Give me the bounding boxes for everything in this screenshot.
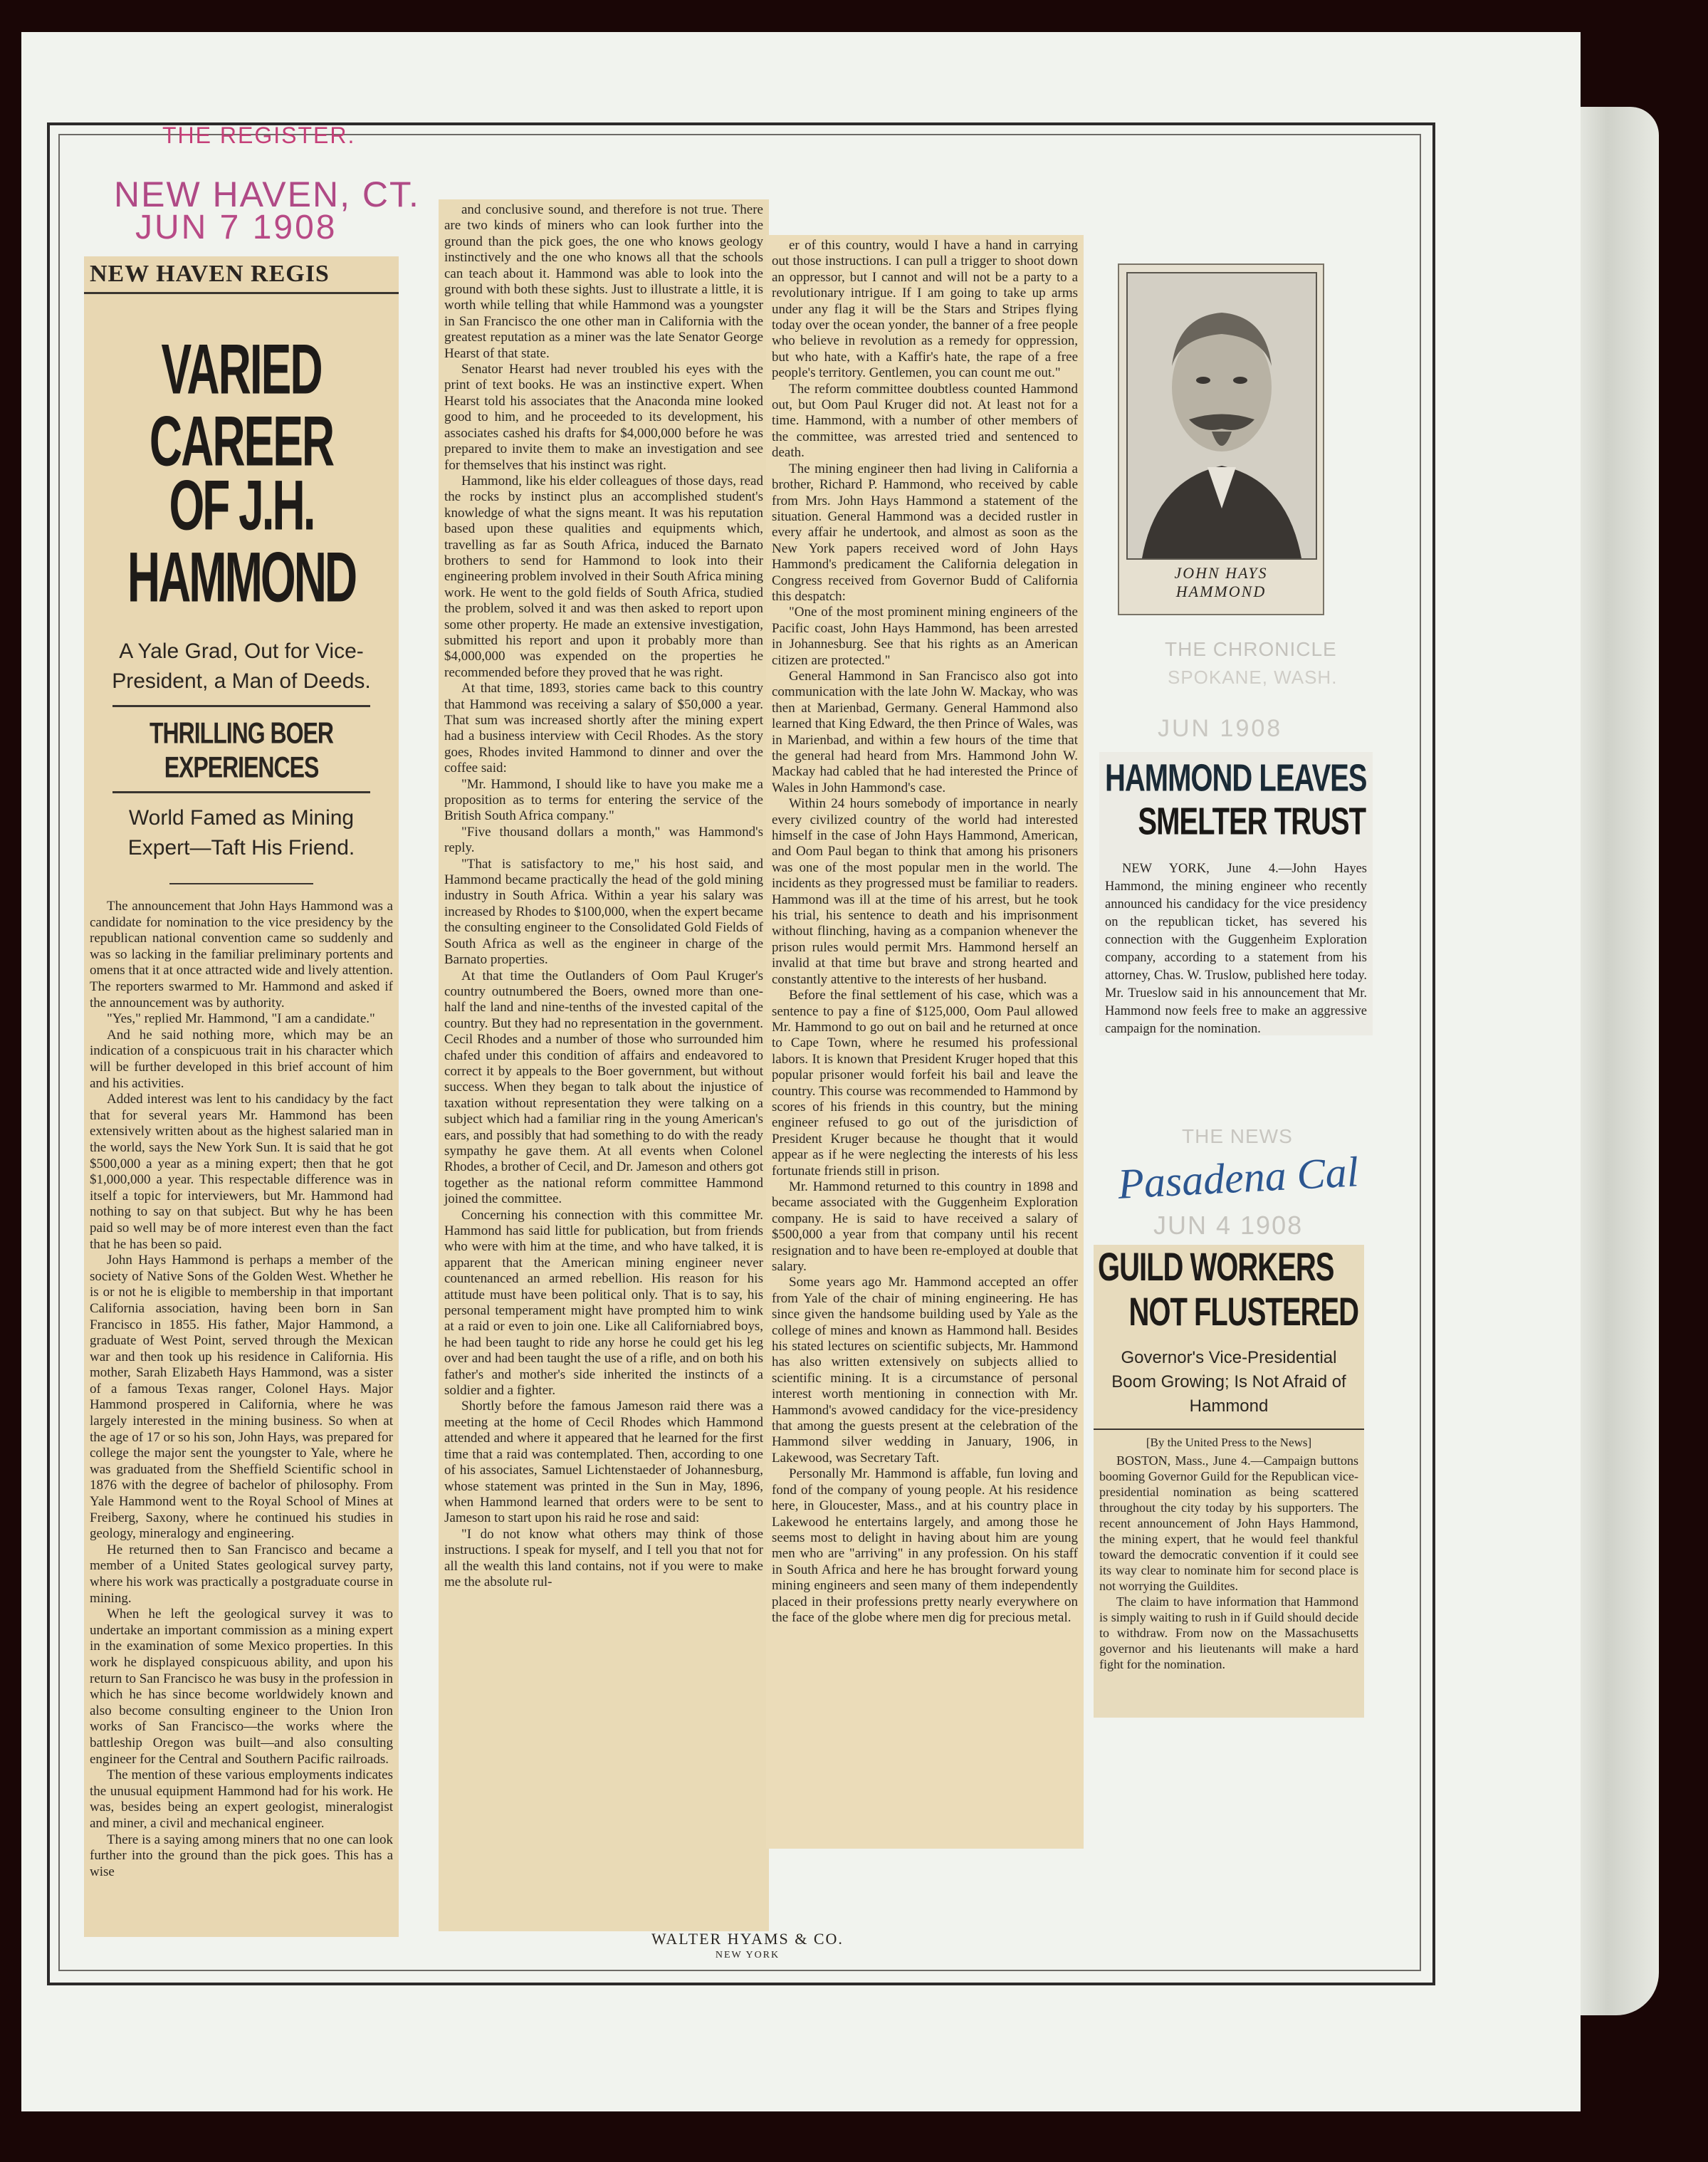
chronicle-name-stamp: THE CHRONICLE [1165,638,1337,660]
paragraph: And he said nothing more, which may be an indication of a conspicuous trait in his character which will be further developed in this brief account of him and his activities. [90,1027,393,1091]
smelter-headline-line-2: SMELTER TRUST [1138,800,1366,843]
smelter-body: NEW YORK, June 4.—John Hayes Hammond, the mining engineer who recently announced his candidacy for the vice presidency on the republican ticket, has severed his connection with the Guggenheim Exploration company, according to a statement from his attorney, Chas. W. Truslow, published here today. Mr. Trueslow said in his announcement that Mr. Hammond now feels free to make an aggressive campaign for the nomination. [1105,861,1367,1035]
paragraph: There is a saying among miners that no one can look further into the ground than the pick goes. This has a wise [90,1832,393,1879]
paragraph: "That is satisfactory to me," his host said, and Hammond became practically the head of the gold mining industry in South Africa. Within a year his salary was increased by Rhodes to $100,000, when the expert became the consulting engineer to the Consolidated Gold Fields of South Africa as well as the engineer in charge of the Barnato properties. [444,856,763,968]
news-handwritten-city: Pasadena Cal [1116,1148,1360,1208]
guild-deck: Governor's Vice-Presidential Boom Growing; Is Not Afraid of Hammond [1111,1347,1346,1416]
paragraph: er of this country, would I have a hand in carrying out those instructions. I can pull a trigger to shoot down an oppressor, but I cannot and will not be a party to a revolutionary intrigue. If I am going to take up arms under any flag it will be the Stars and Stripes flying today over the ocean yonder, the banner of a free people who believe in revolution as a remedy for oppression, but who hate, with a Kaffir's hate, the rape of a free people's territory. Gentlemen, you can count me out." [772,238,1078,381]
paragraph: Some years ago Mr. Hammond accepted an offer from Yale of the chair of mining engineering. He has since given the handsome building used by Yale as the college of mines and known as Hammond hall. Besides his stated lectures on scientific subjects, Mr. Hammond has also written extensively on subjects allied to scientific mining. It is a circumstance of personal interest worth mentioning in connection with Mr. Hammond's avowed candidacy for the vice-presidency that among the guests present at the celebration of the Hammond silver wedding in January, 1906, in Lakewood, was Secretary Taft. [772,1275,1078,1466]
register-date-stamp: JUN 7 1908 [135,209,337,246]
paragraph: The mention of these various employments indicates the unusual equipment Hammond had for his work. He was, besides being an expert geologist, mineralogist and miner, a civil and mechanical engineer. [90,1767,393,1831]
paragraph: When he left the geological survey it was to undertake an important commission as a mining expert in the examination of some Mexico properties. In this work he displayed conspicuous ability, and upon his return to San Francisco he was busy in the profession in which he has since become worldwidely known and also become consulting engineer to the Union Iron works of San Francisco—the works where the battleship Oregon was built—and also consulting engineer for the Central and Southern Pacific railroads. [90,1607,393,1767]
guild-headline-line-1: GUILD WORKERS [1098,1246,1334,1290]
chronicle-date-stamp: JUN 1908 [1158,715,1283,742]
paragraph: Hammond, like his elder colleagues of those days, read the rocks by instinct plus an accomplished student's knowledge of what the signs meant. It was his reputation based upon these qualities and equipments which, travelling as far as South Africa, induced the Barnato brothers to send for Hammond to look into their engineering problem involved in their South Africa mining work. He went to the gold fields of South Africa, studied the problem, solved it and was then asked to report upon some other property. He made an extensive investigation, submitted his report and upon it probably more than $4,000,000 was expended on the properties he recommended before they proved that he was right. [444,473,763,680]
paragraph: "One of the most prominent mining engineers of the Pacific coast, John Hays Hammond, has been arrested in Johannesburg. See that his rights as an American citizen are protected." [772,605,1078,668]
clipping-guild-workers [1094,1245,1364,1718]
article-body [439,199,769,1593]
paragraph: The claim to have information that Hammond is simply waiting to rush in if Guild should decide to withdraw. From now on the Massachusetts governor and his lieutenants will make a hard fight for the nomination. [1099,1594,1358,1671]
publisher-city: NEW YORK [715,1950,780,1960]
clipping-smelter-trust [1099,752,1373,1035]
paragraph: The reform committee doubtless counted Hammond out, but Oom Paul Kruger did not. At least not for a time. Hammond, with a number of other members of the committee, was arrested tried and sentenced to death. [772,381,1078,461]
news-name-stamp: THE NEWS [1182,1125,1293,1147]
paragraph: Personally Mr. Hammond is affable, fun loving and fond of the company of young people. At his residence here, in Gloucester, Mass., and at his country place in Lakewood he entertains largely, and among those he seems most to delight in having about him are young men who are "arriving" in any profession. On his staff in South Africa and here he has brought forward young mining engineers and seen many of them independently placed in their professions pretty nearly everywhere on the face of the globe where men dig for precious metal. [772,1466,1078,1625]
paragraph: Before the final settlement of his case, which was a sentence to pay a fine of $125,000, Oom Paul allowed Mr. Hammond to go out on bail and he returned at once to Cape Town, where he resumed his professional labors. It is known that President Kruger hoped that this popular prisoner would forfeit his bail and leave the country. This course was recommended to Hammond by scores of his friends in this country, but the mining engineer refused to go out of the jurisdiction of President Kruger because he thought that it would appear as if he were neglecting the interests of his less fortunate friends still in prison. [772,988,1078,1179]
paragraph: "Five thousand dollars a month," was Hammond's reply. [444,824,763,856]
register-name-stamp: THE REGISTER. [162,122,356,148]
paragraph: Concerning his connection with this committee Mr. Hammond has said little for publication, but from friends who were with him at the time, and who have talked, it is apparent that the American mining engineer never countenanced an armed rebellion. His reason for his attitude must have been political only. That is to say, his personal temperament might have prompted him to wink at a raid or even to join one. Like all Californiabred boys, he had been taught to ride any horse he could get his leg over and had been taught the use of a rifle, and on both his father's and mother's side inherited the instincts of a soldier and a fighter. [444,1207,763,1399]
deck-mining-expert: World Famed as Mining Expert—Taft His Friend. [127,806,355,860]
portrait-photo [1126,272,1317,560]
paragraph: Within 24 hours somebody of importance in nearly every civilized country of the world had interested himself in the case of John Hays Hammond, American, and Oom Paul began to think that among his prisoners was one of the most popular men in the world. The incidents as they progressed must be familiar to readers. Hammond was ill at the time of his arrest, but he took his trial, his sentence to death and his imprisonment without flinching, having as a companion whenever the prison rules would permit Mrs. Hammond herself an invalid at that time but brave and strong hearted and constantly attentive to the interests of her husband. [772,796,1078,987]
paragraph: "Yes," replied Mr. Hammond, "I am a candidate." [107,1011,375,1027]
portrait-caption-line-1: JOHN HAYS [1174,564,1268,582]
paragraph: Mr. Hammond returned to this country in 1898 and became associated with the Guggenheim Exploration company. He is said to have received a salary of $500,000 a year from that company until his recent resignation and to have been re-employed at double that salary. [772,1179,1078,1274]
article-body [766,235,1084,1629]
paragraph: The announcement that John Hays Hammond was a candidate for nomination to the vice presidency by the republican national convention came so suddenly and was so lacking in the familiar preliminary portents and omens that it at once attracted wide and lively attention. The reporters swarmed to Mr. Hammond and asked if the announcement was by authority. [90,899,393,1010]
paragraph: Shortly before the famous Jameson raid there was a meeting at the home of Cecil Rhodes which Hammond attended and where it appeared that he learned for the first time that a raid was contemplated. Then, according to one of his associates, Samuel Lichtenstaeder of Johannesburg, whose statement was printed in the Sun in May, 1896, when Hammond learned that orders were to be sent to Jameson to start upon his raid he rose and said: [444,1399,763,1526]
headline-line-1: VARIED CAREER [149,329,334,481]
paragraph: At that time the Outlanders of Oom Paul Kruger's country outnumbered the Boers, owned more than one-half the land and nine-tenths of the invested capital of the country. But they had no representation in the government. Cecil Rhodes and a number of those who surrounded him chafed under this condition of affairs and endeavored to correct it by appeals to the Boer government, but without success. When they began to talk about the injustice of taxation without representation they were talking on a subject which had a familiar ring in the young American's ears, and possibly that had something to do with the ready sympathy he gave them. At all events when Colonel Rhodes, a brother of Cecil, and Dr. Jameson and others got together as the national reform committee Hammond joined the committee. [444,968,763,1207]
portrait-caption-line-2: HAMMOND [1175,583,1267,600]
clipping-varied-career [84,256,399,1937]
paragraph: BOSTON, Mass., June 4.—Campaign buttons booming Governor Guild for the Republican vice-presidential nomination as being scattered throughout the city today by his supporters. The recent announcement of John Hays Hammond, the mining expert, that he would feel thankful toward the democratic convention if it could see its way clear to nominate him for second place is not worrying the Guildites. [1099,1453,1358,1593]
masthead: NEW HAVEN REGIS [84,256,399,294]
guild-credit: [By the United Press to the News] [1094,1429,1364,1450]
divider [112,705,370,707]
portrait-clipping [1118,263,1324,615]
paragraph: "Mr. Hammond, I should like to have you make me a proposition as to terms for entering the service of the British South Africa company." [444,776,763,824]
paragraph: John Hays Hammond is perhaps a member of the society of Native Sons of the Golden West. Whether he is or not he is eligible to membership in that important California association, having been born in San Francisco in 1855. His father, Major Hammond, a graduate of West Point, served through the Mexican war and then took up his residence in California. His mother, Sarah Elizabeth Hays Hammond, was a sister of a famous Texas ranger, Colonel Hays. Major Hammond prospered in California, where he was largely interested in the mining business. So when at the age of 17 or so his son, John Hays, was prepared for college the major sent the youngster to Yale, where he was graduated from the Sheffield Scientific school in 1876 with the degree of bachelor of philosophy. From Yale Hammond went to the Royal School of Mines at Freiberg, Saxony, where he continued his studies in geology, mineralogy and engineering. [90,1253,393,1542]
paragraph: General Hammond in San Francisco also got into communication with the late John W. Mackay, who was then at Marienbad, Germany. General Hammond also learned that King Edward, the then Prince of Wales, was in Marienbad, and within a few hours of the time that the general had heard from Mrs. Hammond John W. Mackay had cabled that he had interested the Prince of Wales in John Hammond's case. [772,668,1078,795]
clipping-column-2 [439,199,769,1931]
chronicle-city-stamp: SPOKANE, WASH. [1168,667,1338,688]
deck-boer: THRILLING BOER EXPERIENCES [150,716,333,784]
paragraph: and conclusive sound, and therefore is not true. There are two kinds of miners who can look further into the ground than the pick goes, the one who knows geology instinctively and the one who knows all that the schools can teach about it. Hammond was able to look into the ground with both these sights. Just to illustrate a little, it is worth while telling that while Hammond was a youngster in San Francisco the one other man in California with the greatest reputation as a miner was the late Senator George Hearst of that state. [444,202,763,361]
clipping-column-3 [766,235,1084,1849]
paragraph: "I do not know what others may think of those instructions. I speak for myself, and I tell you that not for all the wealth this land contains, not if you were to make me the absolute rul- [444,1526,763,1589]
publisher-imprint: WALTER HYAMS & CO. [651,1930,844,1948]
paragraph: Added interest was lent to his candidacy by the fact that for several years Mr. Hammond has been extensively written about as the highest salaried man in the world, says the New York Sun. It is said that he got $500,000 a year as a mining expert; then that he got $1,000,000 a year. This respectable difference was in itself a topic for interviewers, but Mr. Hammond had nothing to say on that subject. But why he has been paid so well may be of more interest even than the fact that he has been so paid. [90,1092,393,1252]
paragraph: He returned then to San Francisco and became a member of a United States geological survey party, where his work was practically a postgraduate course in mining. [90,1542,393,1606]
divider [169,883,313,884]
news-date-stamp: JUN 4 1908 [1153,1211,1304,1240]
guild-body [1094,1450,1364,1675]
guild-headline-line-2: NOT FLUSTERED [1128,1290,1358,1335]
deck-yale-grad: A Yale Grad, Out for Vice-President, a Man of Deeds. [112,639,371,694]
paragraph: The mining engineer then had living in California a brother, Richard P. Hammond, who received by cable from Mrs. John Hays Hammond a statement of the situation. General Hammond was a decided rustler in every affair he undertook, and almost as soon as the New York papers received word of John Hays Hammond's predicament the California delegation in Congress received from Governor Budd of California this despatch: [772,461,1078,604]
headline-line-2: OF J.H. HAMMOND [127,465,356,617]
paragraph: At that time, 1893, stories came back to this country that Hammond was receiving a salary of $50,000 a year. That sum was increased shortly after the mining expert had a business interview with Cecil Rhodes. As the story goes, Rhodes invited Hammond to dinner and over the coffee said: [444,681,763,776]
article-body [84,899,399,1880]
register-city-stamp: NEW HAVEN, CT. [114,174,420,214]
divider [112,791,370,793]
smelter-headline-line-1: HAMMOND LEAVES [1105,757,1367,800]
portrait-figure [1128,273,1316,558]
paragraph: Senator Hearst had never troubled his eyes with the print of text books. He was an instinctive expert. When Hearst told his associates that the Anaconda mine looked good to him, and he proceeded to its development, his associates cashed his drafts for $4,000,000 before he was prepared to invite them to make an investigation and see for themselves that his instinct was right. [444,362,763,473]
